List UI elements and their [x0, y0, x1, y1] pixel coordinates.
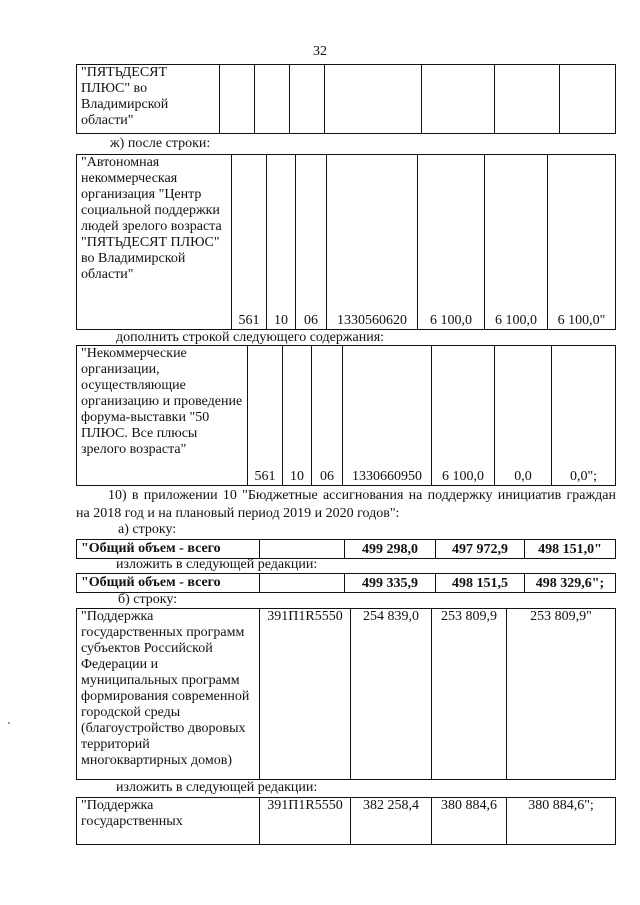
table-row: "Автономная некоммерческая организация "Центр социальной поддержки людей зрелого возраста "ПЯТЬДЕСЯТ ПЛЮС" во Владимирской области" 561 10 06 1330560620 6 100,0 6 100,0 6 100,0": [77, 155, 616, 330]
table-row: "Некоммерческие организации, осуществляющие организацию и проведение форума-выставки "50 ПЛЮС. Все плюсы зрелого возраста" 561 10 06 1330660950 6 100,0 0,0 0,0";: [77, 346, 616, 486]
instruction-add: дополнить строкой следующего содержания:: [116, 330, 385, 345]
table-row: [77, 65, 616, 134]
row-name: "Поддержка государственных программ субъектов Российской Федерации и муниципальных программ формирования современной городской среды (благоустройство дворовых территорий многоквартирных домов): [77, 609, 260, 780]
table-3: [76, 345, 616, 486]
subsection-b: б) строку:: [118, 592, 178, 607]
page-number: 32: [313, 44, 327, 59]
table-7: [76, 797, 616, 845]
table-4: [76, 539, 616, 559]
row-name: "Поддержка государственных: [77, 798, 260, 845]
paragraph-10: 10) в приложении 10 "Бюджетные ассигнования на поддержку инициатив граждан на 2018 год и на плановый период 2019 и 2020 годов":: [76, 488, 616, 521]
instruction-restate-1: изложить в следующей редакции:: [116, 557, 318, 572]
table-2: [76, 154, 616, 330]
row-name: "Автономная некоммерческая организация "Центр социальной поддержки людей зрелого возраста "ПЯТЬДЕСЯТ ПЛЮС" во Владимирской области": [77, 155, 232, 330]
subsection-a: а) строку:: [118, 522, 177, 537]
instruction-restate-2: изложить в следующей редакции:: [116, 780, 318, 795]
scan-speck: [8, 722, 10, 724]
row-name: "Общий объем - всего: [77, 540, 260, 559]
row-name: "Некоммерческие организации, осуществляющие организацию и проведение форума-выставки "50 ПЛЮС. Все плюсы зрелого возраста": [77, 346, 248, 486]
table-row: "Поддержка государственных программ субъектов Российской Федерации и муниципальных программ формирования современной городской среды (благоустройство дворовых территорий многоквартирных домов) 391П1R5550 254 839,0 253 809,9 253 809,9": [77, 609, 616, 780]
row-name: "Общий объем - всего: [77, 574, 260, 593]
table-row: "Общий объем - всего 499 298,0 497 972,9 498 151,0": [77, 540, 616, 559]
table-5: [76, 573, 616, 593]
table-1: [76, 64, 616, 134]
table-row: "Общий объем - всего 499 335,9 498 151,5 498 329,6";: [77, 574, 616, 593]
table-row: "Поддержка государственных 391П1R5550 382 258,4 380 884,6 380 884,6";: [77, 798, 616, 845]
row-name: "ПЯТЬДЕСЯТ ПЛЮС" во Владимирской области": [77, 65, 220, 134]
table-6: [76, 608, 616, 780]
subsection-zh: ж) после строки:: [110, 136, 211, 151]
